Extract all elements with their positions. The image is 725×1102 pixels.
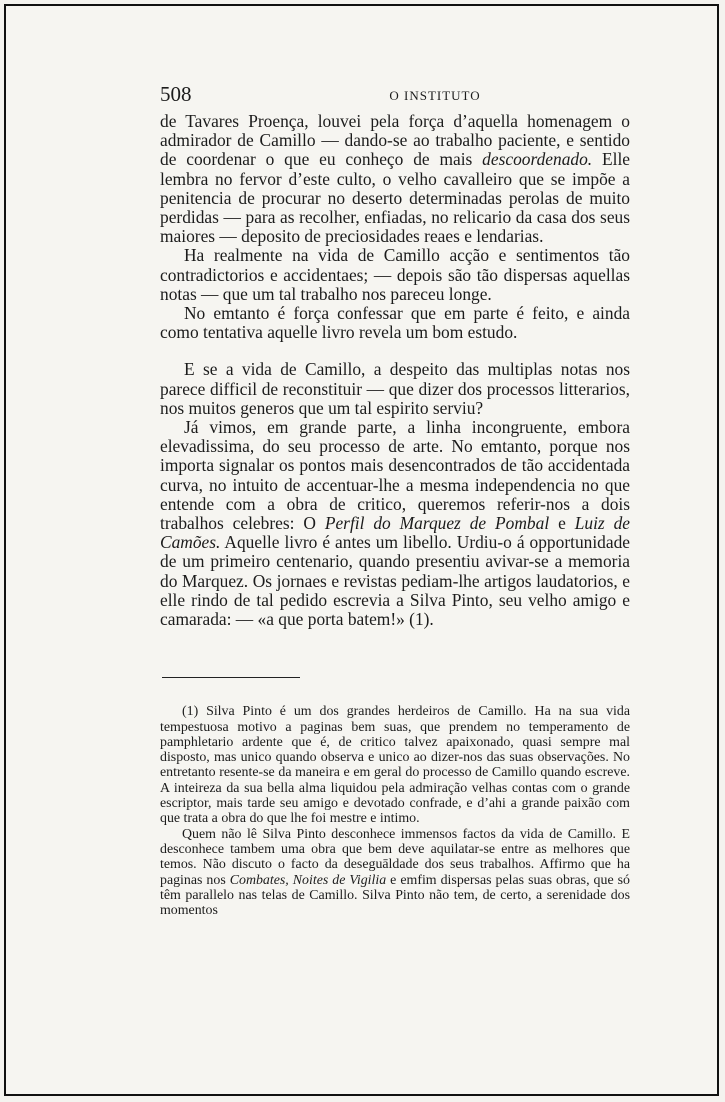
text-run: Ha realmente na vida de Camillo acção e sentimentos tão contradictorios e accidentaes; — depois são tão dispersas aquellas notas — que um tal trabalho nos pareceu longe. [160,245,630,304]
text-run: Já vimos, em grande parte, a linha incongruente, embora elevadissima, do seu processo de arte. No emtanto, porque nos importa signalar os pontos mais desencontrados de tão accidentada curva, no intuito de accentuar-lhe a mesma independencia no que entende com a obra de critico, queremos referir-nos a dois trabalhos celebres: O [160,417,630,534]
body-paragraph [160,304,630,342]
text-run: e [549,513,575,534]
footnote-paragraph [160,827,630,919]
text-run: de Tavares Proença, louvei pela força d’aquella homenagem o admirador de Camillo — dando-se ao trabalho paciente, e sentido de coordenar o que eu conheço de mais [160,111,630,170]
running-title: O INSTITUTO [389,88,481,103]
text-run: E se a vida de Camillo, a despeito das multiplas notas nos parece difficil de reconstituir — que dizer dos processos litterarios, nos muitos generos que um tal espirito serviu? [160,359,630,418]
italic-text: descoordenado. [482,149,593,170]
body-paragraph [160,360,630,418]
page-number: 508 [160,82,192,106]
body-paragraph [160,246,630,304]
text-run: e emfim dispersas pelas suas obras, que só têm parallelo nas telas de Camillo. Silva Pinto não tem, de certo, a serenidade dos momentos [160,872,630,919]
text-run: No emtanto é força confessar que em parte é feito, e ainda como tentativa aquelle livro revela um bom estudo. [160,303,630,343]
italic-text: Luiz de Camões. [160,513,630,553]
text-run: Aquelle livro é antes um libello. Urdiu-o á opportunidade de um primeiro centenario, quando presentiu avivar-se a memoria do Marquez. Os jornaes e revistas pediam-lhe artigos laudatorios, e elle rindo de tal pedido escrevia a Silva Pinto, seu velho amigo e camarada: — «a que porta batem!» (1). [160,532,630,630]
footnote-divider [162,677,300,678]
body-paragraph [160,418,630,629]
italic-text: Perfil do Marquez de Pombal [324,513,550,534]
body-paragraph [160,112,630,246]
italic-text: Combates, Noites de Vigilia [229,872,387,888]
footnotes [160,704,630,918]
text-run: (1) Silva Pinto é um dos grandes herdeiros de Camillo. Ha na sua vida tempestuosa motivo a paginas bem suas, que prendem no temperamento de pamphletario ardente que é, de critico talvez apaixonado, quasi sempre mal disposto, mas unico quando observa e unico ao dizer-nos das suas observações. No entretanto resente-se da maneira e em geral do processo de Camillo quando escreve. A inteireza da sua bella alma liquidou pela admiração velhas contas com o grande escriptor, mais tarde seu amigo e devotado confrade, e d’ahi a grande paixão com que trata a obra do que lhe foi mestre e intimo. [160,704,630,827]
text-run: Quem não lê Silva Pinto desconhece immensos factos da vida de Camillo. E desconhece tambem uma obra que bem deve aquilatar-se entre as melhores que temos. Não discuto o facto da deseguāldade dos seus trabalhos. Affirmo que ha paginas nos [160,826,630,888]
footnote-paragraph [160,704,630,826]
text-run: Elle lembra no fervor d’este culto, o velho cavalleiro que se impõe a penitencia de procurar no deserto determinadas perolas de muito perdidas — para as recolher, enfiadas, no relicario da casa dos seus maiores — deposito de preciosidades reaes e lendarias. [160,149,630,247]
page-header [160,80,630,112]
page [160,80,630,918]
body-text [160,112,630,629]
